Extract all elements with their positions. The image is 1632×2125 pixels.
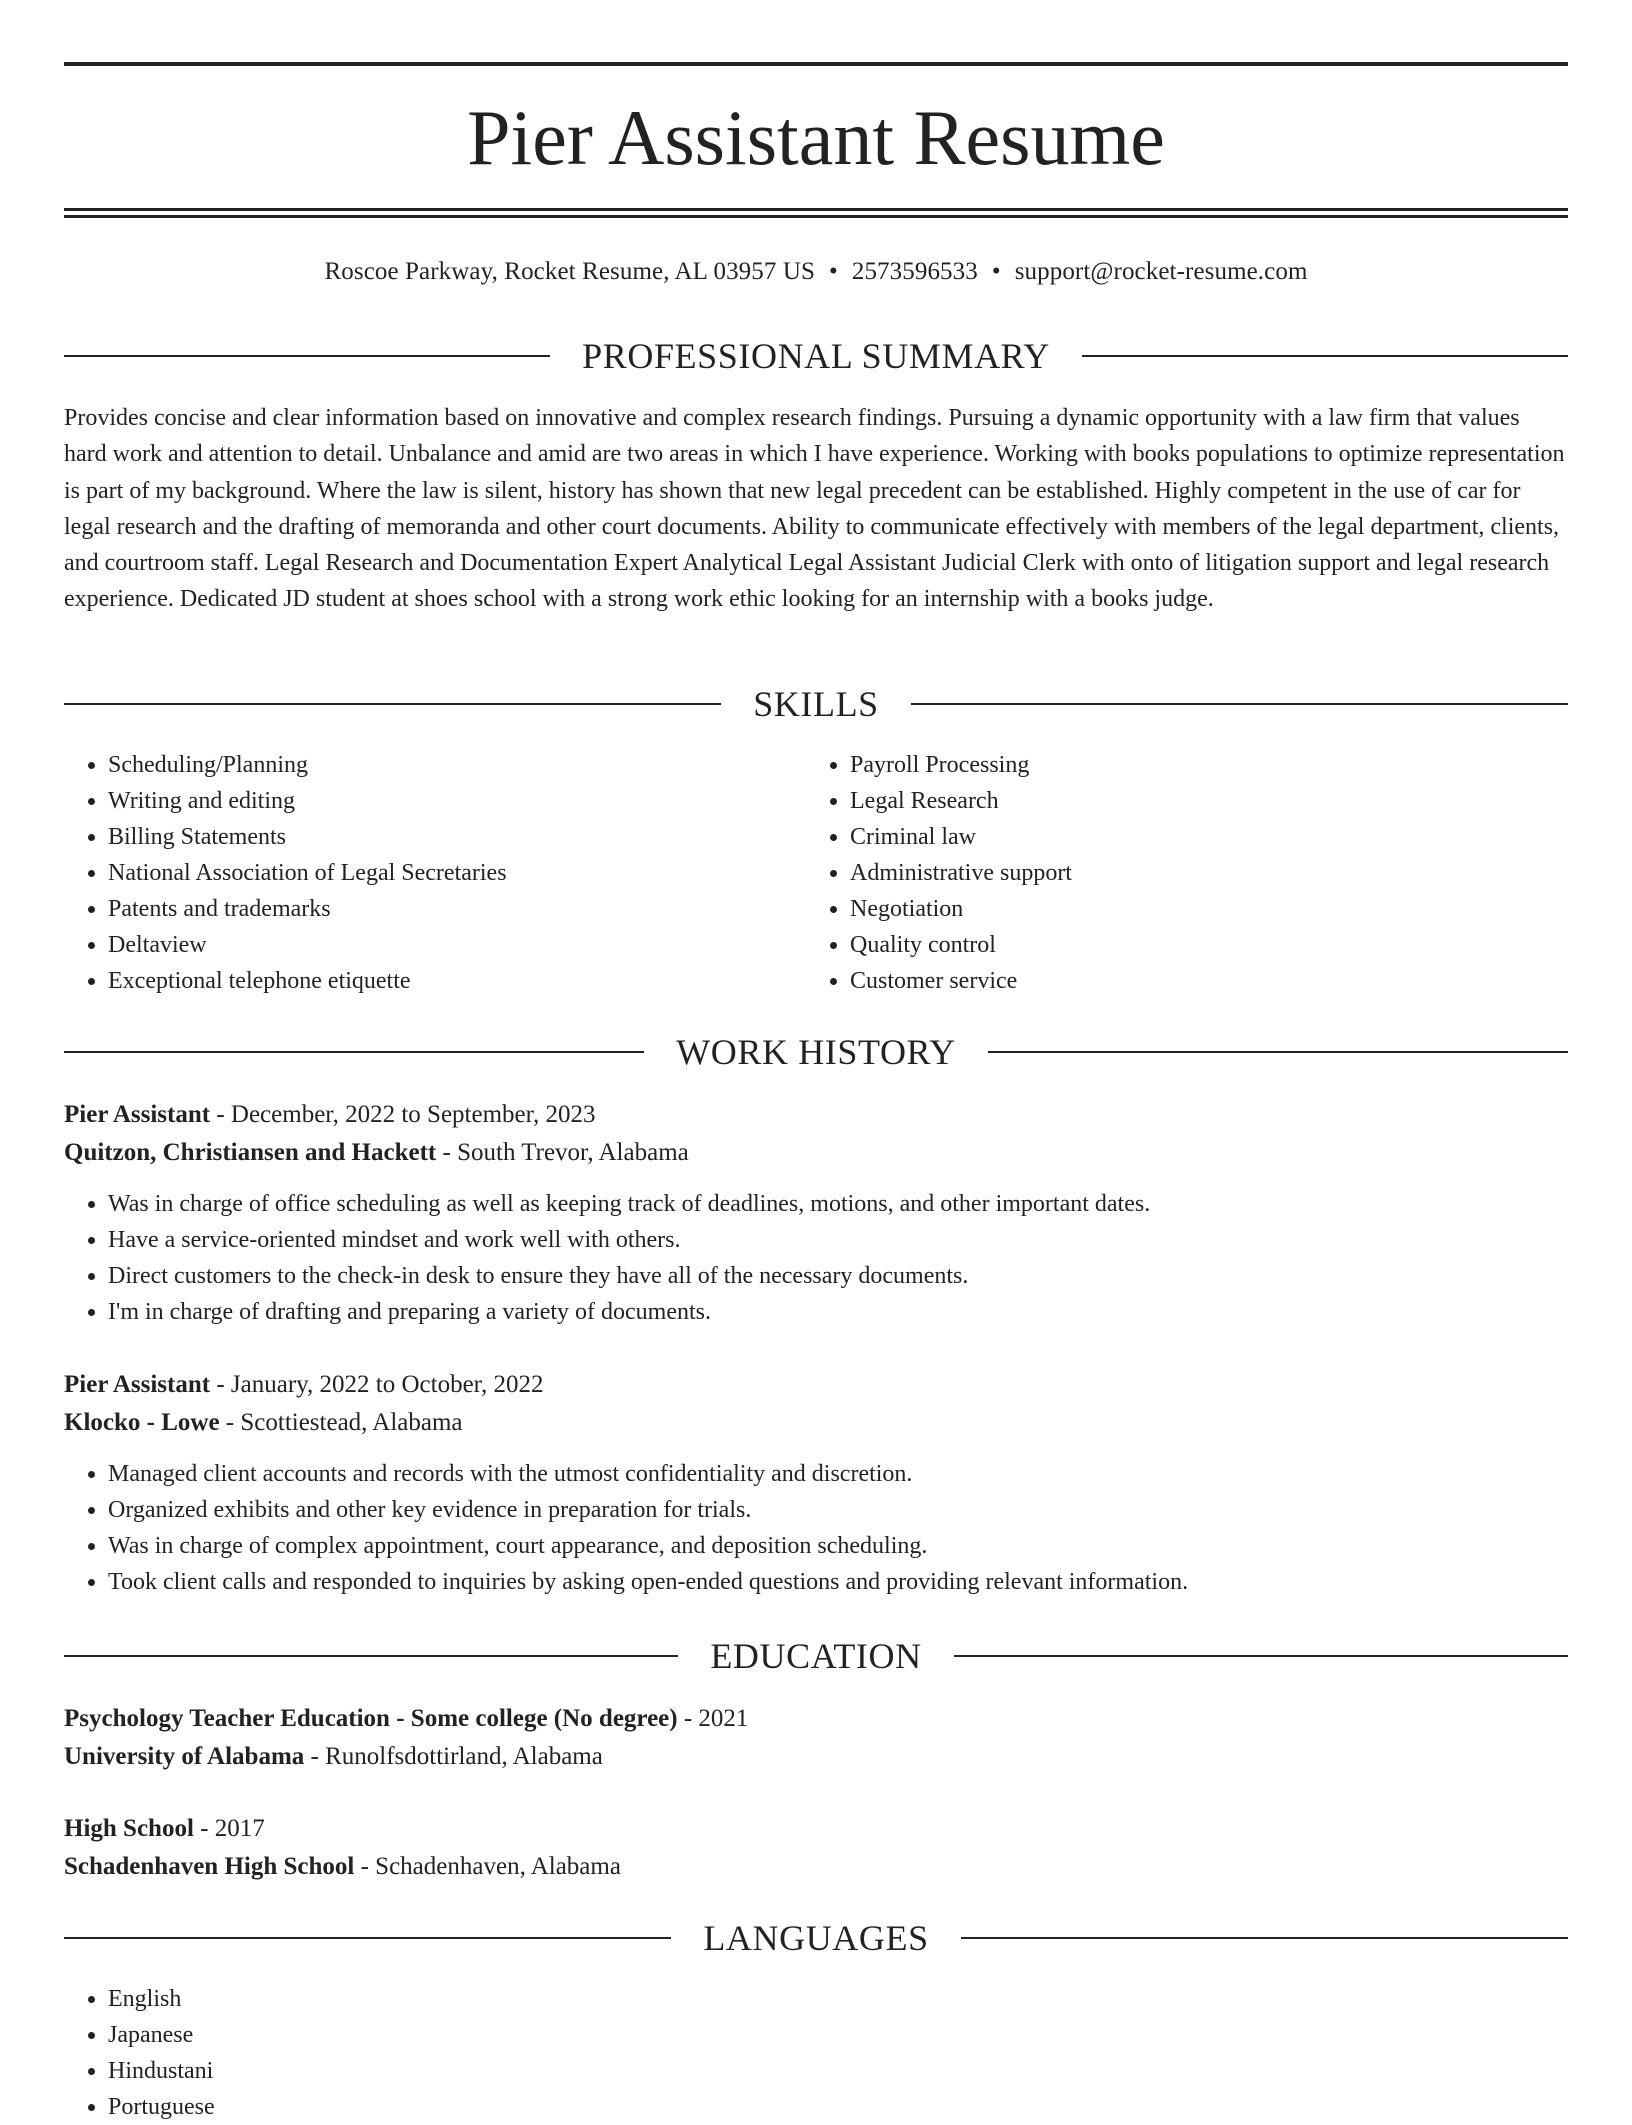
job-duty: • Direct customers to the check-in desk to ensure they have all of the necessary documents. [108,1258,1568,1294]
section-title: LANGUAGES [703,1918,929,1958]
skill-item: • Writing and editing [108,783,806,819]
education-location: - Schadenhaven, Alabama [354,1853,621,1880]
education-year: - 2017 [193,1815,265,1842]
language-item: • Japanese [108,2017,1568,2053]
education-degree-line [64,1810,1568,1848]
job-duty: • Managed client accounts and records with the utmost confidentiality and discretion. [108,1456,1568,1492]
job-duty: • Was in charge of office scheduling as well as keeping track of deadlines, motions, and other important dates. [108,1186,1568,1222]
language-item: • English [108,1981,1568,2017]
skill-item: • Billing Statements [108,819,806,855]
job-entry [64,1096,1568,1330]
job-duty: • Have a service-oriented mindset and work well with others. [108,1222,1568,1258]
job-duty: • I'm in charge of drafting and preparing a variety of documents. [108,1294,1568,1330]
job-dates: - January, 2022 to October, 2022 [210,1371,544,1398]
job-entry [64,1366,1568,1600]
section-rule [64,703,721,705]
title-double-rule [64,208,1568,218]
education-location: - Runolfsdottirland, Alabama [304,1743,603,1770]
section-title: WORK HISTORY [676,1032,956,1072]
job-location: - Scottiestead, Alabama [219,1409,463,1436]
job-location: - South Trevor, Alabama [436,1139,689,1166]
section-title: EDUCATION [710,1636,922,1676]
section-rule [64,355,550,357]
job-company: Klocko - Lowe [64,1409,220,1436]
job-title-line [64,1096,1568,1134]
job-duties [64,1186,1568,1330]
job-duty: • Organized exhibits and other key evidence in preparation for trials. [108,1492,1568,1528]
summary-text: Provides concise and clear information based on innovative and complex research findings. Pursuing a dynamic opportunity with a law firm that values hard work and attention to detail. Unbalance and amid are two areas in which I have experience. Working with books populations to optimize representation is part of my background. Where the law is silent, history has shown that new legal precedent can be established. Highly competent in the use of car for legal research and the drafting of memoranda and other court documents. Ability to communicate effectively with members of the legal department, clients, and courtroom staff. Legal Research and Documentation Expert Analytical Legal Assistant Judicial Clerk with onto of litigation support and legal research experience. Dedicated JD student at shoes school with a strong work ethic looking for an internship with a books judge. [64,405,1565,613]
education-degree: Psychology Teacher Education - Some college (No degree) [64,1705,678,1732]
language-item: • Portuguese [108,2089,1568,2125]
contact-address: Roscoe Parkway, Rocket Resume, AL 03957 US [324,258,815,285]
education-school: Schadenhaven High School [64,1853,355,1880]
contact-separator: • [828,258,838,285]
education-degree-line [64,1700,1568,1738]
section-header-summary [64,334,1568,378]
section-header-skills [64,682,1568,726]
section-rule [64,1655,678,1657]
skills-column-right [806,747,1548,999]
education-year: - 2021 [677,1705,749,1732]
contact-phone: 2573596533 [851,258,978,285]
job-role: Pier Assistant [64,1101,211,1128]
job-duty: • Was in charge of complex appointment, court appearance, and deposition scheduling. [108,1528,1568,1564]
section-rule [64,1051,644,1053]
section-rule [64,1937,671,1939]
job-duty: • Took client calls and responded to inquiries by asking open-ended questions and providing relevant information. [108,1564,1568,1600]
job-company: Quitzon, Christiansen and Hackett [64,1139,437,1166]
education-entry [64,1700,1568,1776]
section-header-education [64,1634,1568,1678]
skill-item: • Payroll Processing [850,747,1548,783]
skills-column-left [64,747,806,999]
top-rule [64,62,1568,66]
section-header-languages [64,1916,1568,1960]
section-rule [954,1655,1568,1657]
skill-item: • Quality control [850,927,1548,963]
job-dates: - December, 2022 to September, 2023 [210,1101,596,1128]
education-entry [64,1810,1568,1886]
education-school-line [64,1848,1568,1886]
job-duties [64,1456,1568,1600]
skill-item: • National Association of Legal Secretaries [108,855,806,891]
skill-item: • Negotiation [850,891,1548,927]
section-rule [961,1937,1568,1939]
skills-list [64,747,1568,999]
languages-list [64,1981,1568,2125]
job-role: Pier Assistant [64,1371,211,1398]
skill-item: • Administrative support [850,855,1548,891]
section-title: SKILLS [753,684,879,724]
contact-separator: • [991,258,1001,285]
job-company-line [64,1134,1568,1172]
section-rule [911,703,1568,705]
job-company-line [64,1404,1568,1442]
education-school: University of Alabama [64,1743,305,1770]
skill-item: • Patents and trademarks [108,891,806,927]
skill-item: • Criminal law [850,819,1548,855]
education-school-line [64,1738,1568,1776]
job-title-line [64,1366,1568,1404]
contact-email: support@rocket-resume.com [1014,258,1308,285]
skill-item: • Exceptional telephone etiquette [108,963,806,999]
skill-item: • Legal Research [850,783,1548,819]
skill-item: • Scheduling/Planning [108,747,806,783]
section-header-work-history [64,1030,1568,1074]
skill-item: • Customer service [850,963,1548,999]
education-degree: High School [64,1815,194,1842]
language-item: • Hindustani [108,2053,1568,2089]
resume-title: Pier Assistant Resume [467,94,1165,181]
skill-item: • Deltaview [108,927,806,963]
section-rule [988,1051,1568,1053]
contact-line [64,254,1568,290]
section-title: PROFESSIONAL SUMMARY [582,336,1050,376]
section-rule [1082,355,1568,357]
